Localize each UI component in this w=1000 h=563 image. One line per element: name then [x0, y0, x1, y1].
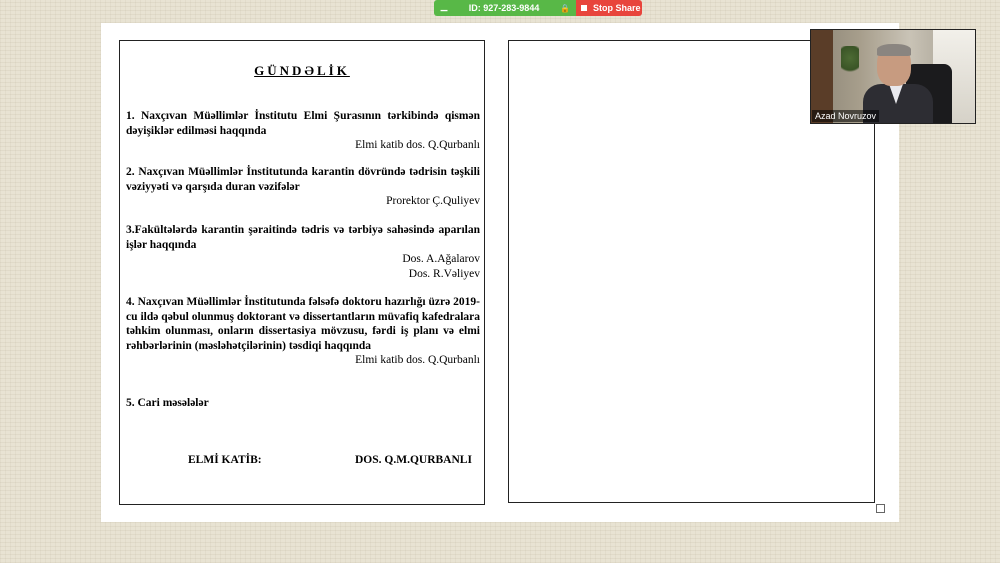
agenda-item-text: 4. Naxçıvan Müəllimlər İnstitutunda fəlsəfə doktoru hazırlığı üzrə 2019-cu ildə qəbul olunmuş doktorant və dissertantların müvafiq kafedralara təhkim olunması, onların dissertasiya mövzusu, fərdi iş planı və elmi rəhbərlərinin (məsləhətçilərinin) təsdiqi haqqında	[126, 296, 480, 352]
agenda-item	[126, 165, 480, 209]
agenda-item	[126, 223, 480, 281]
agenda-item-responsible: Dos. R.Vəliyev	[408, 267, 480, 280]
participant-video-tile[interactable]	[810, 29, 976, 124]
agenda-page	[119, 40, 485, 505]
stop-icon	[581, 5, 587, 11]
meeting-id-pill[interactable]	[434, 0, 576, 16]
video-plant	[841, 46, 859, 76]
resize-handle[interactable]	[876, 504, 885, 513]
signature-role: ELMİ KATİB:	[188, 454, 262, 466]
agenda-item-text: 1. Naxçıvan Müəllimlər İnstitutu Elmi Şurasının tərkibində qismən dəyişiklər edilməsi haqqında	[126, 110, 480, 137]
agenda-item-responsible: Prorektor Ç.Quliyev	[386, 195, 480, 207]
stop-share-button[interactable]	[576, 0, 642, 16]
participant-name: Azad Novruzov	[812, 110, 879, 122]
agenda-title: GÜNDƏLİK	[254, 63, 350, 78]
signature-name: DOS. Q.M.QURBANLI	[355, 454, 472, 466]
shared-document	[101, 23, 899, 522]
agenda-item	[126, 109, 480, 153]
lock-icon: 🔒	[560, 3, 570, 13]
agenda-item-text: 2. Naxçıvan Müəllimlər İnstitutunda karantin dövründə tədrisin təşkili vəziyyəti və qarşıda duran vəzifələr	[126, 166, 480, 193]
share-toolbar	[434, 0, 642, 16]
stop-share-label: Stop Share	[593, 3, 641, 13]
meeting-id-text: ID: 927-283-9844	[468, 3, 540, 13]
agenda-item-text: 3.Fakültələrdə karantin şəraitində tədris və tərbiyə sahəsində aparılan işlər haqqında	[126, 224, 480, 251]
agenda-item-responsible: Dos. A.Ağalarov	[402, 253, 480, 265]
signal-icon: ⚊	[440, 2, 449, 13]
agenda-item-responsible: Elmi katib dos. Q.Qurbanlı	[355, 139, 480, 151]
agenda-item	[126, 295, 480, 368]
agenda-item	[126, 396, 480, 411]
agenda-item-text: 5. Cari məsələlər	[126, 397, 209, 409]
agenda-item-responsible: Elmi katib dos. Q.Qurbanlı	[355, 354, 480, 366]
